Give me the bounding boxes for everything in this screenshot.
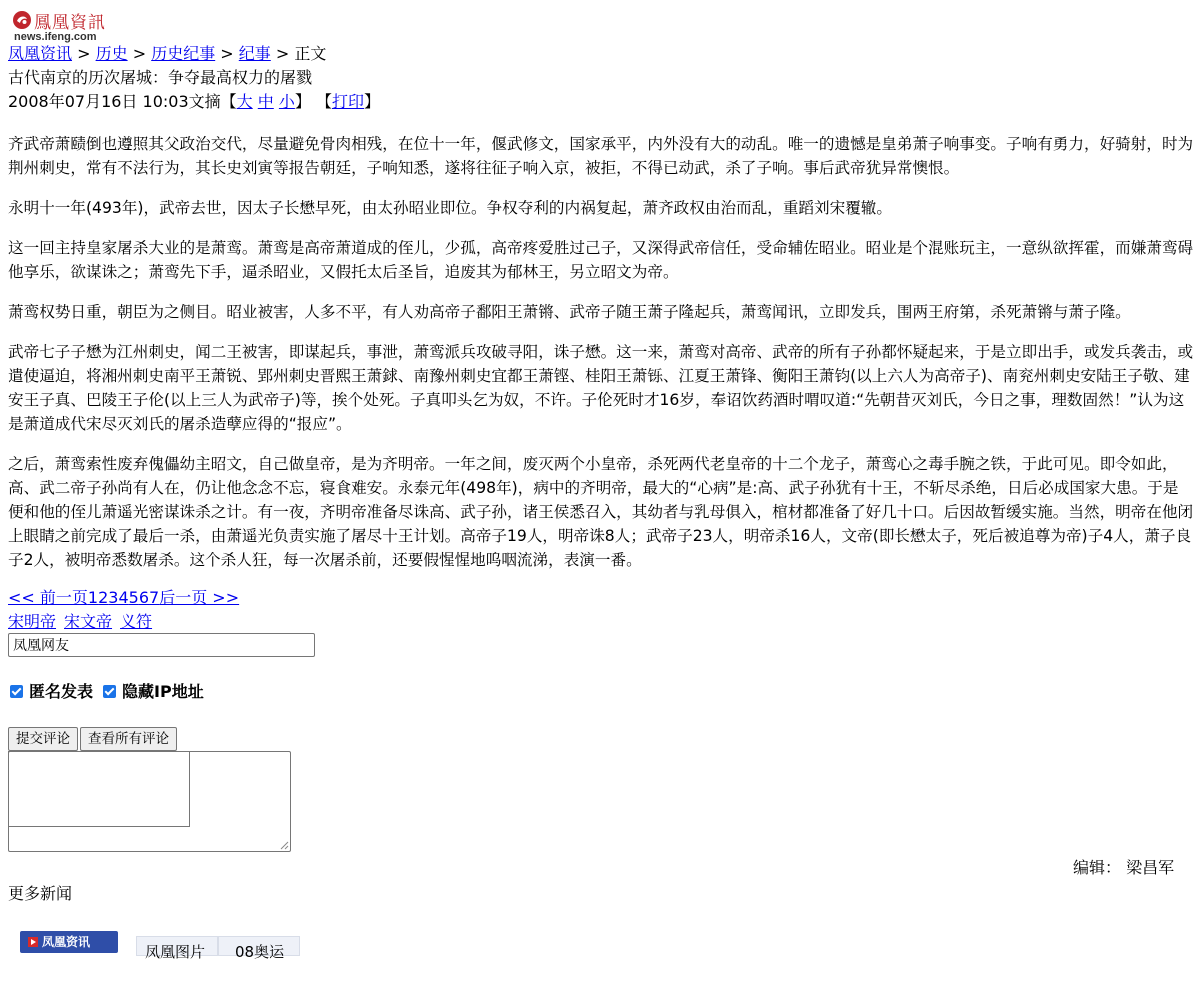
prev-page-link[interactable]: << 前一页 bbox=[8, 588, 88, 607]
view-all-comments-button[interactable]: 查看所有评论 bbox=[80, 727, 177, 751]
print-link[interactable]: 打印 bbox=[332, 92, 365, 111]
page-link-5[interactable]: 5 bbox=[128, 588, 139, 607]
tag-link[interactable]: 义符 bbox=[120, 612, 153, 631]
tag-link[interactable]: 宋文帝 bbox=[64, 612, 113, 631]
article-paragraph: 这一回主持皇家屠杀大业的是萧鸾。萧鸾是高帝萧道成的侄儿，少孤，高帝疼爱胜过己子，又深得武帝信任，受命辅佐昭业。昭业是个混账玩主，一意纵欲挥霍，而嫌萧鸾碍他享乐，欲谋诛之；萧鸾先下手，逼杀昭业，又假托太后圣旨，追废其为郁林王，另立昭文为帝。 bbox=[8, 239, 1194, 281]
font-medium-link[interactable]: 中 bbox=[257, 92, 274, 111]
page-link-3[interactable]: 3 bbox=[108, 588, 119, 607]
breadcrumb-sep: > bbox=[215, 44, 239, 63]
font-small-link[interactable]: 小 bbox=[278, 92, 295, 111]
editor-credit: 编辑： 梁昌军 bbox=[1073, 858, 1175, 877]
page-link-2[interactable]: 2 bbox=[98, 588, 109, 607]
breadcrumb-current: 正文 bbox=[294, 44, 327, 63]
breadcrumb-sep: > bbox=[127, 44, 152, 63]
ifeng-logo[interactable] bbox=[12, 8, 122, 43]
anonymous-label: 匿名发表 bbox=[29, 682, 94, 701]
page-link-4[interactable]: 4 bbox=[118, 588, 129, 607]
phoenix-logo-icon bbox=[12, 10, 32, 30]
article-paragraph: 齐武帝萧赜倒也遵照其父政治交代，尽量避免骨肉相残，在位十一年，偃武修文，国家承平，内外没有大的动乱。唯一的遗憾是皇弟萧子响事变。子响有勇力，好骑射，时为荆州刺史，常有不法行为，其长史刘寅等报告朝廷，子响知悉，遂将往征子响入京，被拒，不得已动武，杀了子响。事后武帝犹异常懊恨。 bbox=[8, 135, 1194, 177]
print-bracket-open: 【 bbox=[310, 92, 333, 111]
article-paragraph: 武帝七子子懋为江州刺史，闻二王被害，即谋起兵，事泄，萧鸾派兵攻破寻阳，诛子懋。这一来，萧鸾对高帝、武帝的所有子孙都怀疑起来，于是立即出手，或发兵袭击，或遣使逼迫，将湘州刺史南平王萧锐、郢州刺史晋熙王萧銶、南豫州刺史宜都王萧铿、桂阳王萧铄、江夏王萧锋、衡阳王萧钧(以上六人为高帝子)、南兖州刺史安陆王子敬、建安王子真、巴陵王子伦(以上三人为武帝子)等，挨个处死。子真叩头乞为奴，不许。子伦死时才16岁，奉诏饮药酒时喟叹道:“先朝昔灭刘氏，今日之事，理数固然！”认为这是萧道成代宋尽灭刘氏的屠杀造孽应得的“报应”。 bbox=[8, 343, 1194, 433]
next-page-link[interactable]: 后一页 >> bbox=[159, 588, 240, 607]
article-date: 2008年07月16日 10:03 bbox=[8, 92, 189, 111]
play-arrow-icon bbox=[28, 937, 38, 947]
pagination bbox=[8, 588, 239, 608]
article-paragraph: 之后，萧鸾索性废弃傀儡幼主昭文，自己做皇帝，是为齐明帝。一年之间，废灭两个小皇帝，杀死两代老皇帝的十二个龙子，萧鸾心之毒手腕之铁，于此可见。即令如此，高、武二帝子孙尚有人在，仍让他念念不忘，寝食难安。永泰元年(498年)，病中的齐明帝，最大的“心病”是:高、武子孙犹有十王，不斩尽杀绝，日后必成国家大患。于是便和他的侄儿萧遥光密谋诛杀之计。有一夜，齐明帝准备尽诛高、武子孙，诸王侯悉召入，其幼者与乳母俱入，棺材都准备了好几十口。后因故暂缓实施。当然，明帝在他闭上眼睛之前完成了最后一杀，由萧遥光负责实施了屠尽十王计划。高帝子19人，明帝诛8人；武帝子23人，明帝杀16人，文帝(即长懋太子，死后被追尊为帝)子4人，萧子良子2人，被明帝悉数屠杀。这个杀人狂，每一次屠杀前，还要假惺惺地呜咽流涕，表演一番。 bbox=[8, 455, 1194, 569]
breadcrumb-item-events[interactable]: 纪事 bbox=[238, 44, 271, 63]
article-paragraph: 萧鸾权势日重，朝臣为之侧目。昭业被害，人多不平，有人劝高帝子鄱阳王萧锵、武帝子随王萧子隆起兵，萧鸾闻讯，立即发兵，围两王府第，杀死萧锵与萧子隆。 bbox=[8, 303, 1131, 321]
hide-ip-checkbox[interactable] bbox=[103, 685, 116, 698]
font-size-bracket-open: 【 bbox=[220, 92, 237, 111]
print-bracket-close: 】 bbox=[364, 92, 381, 111]
footer-tab-label: 凤凰图片 bbox=[145, 943, 206, 961]
more-news-heading: 更多新闻 bbox=[8, 884, 73, 903]
commenter-name-input[interactable] bbox=[8, 633, 315, 657]
breadcrumb-item-history-events[interactable]: 历史纪事 bbox=[151, 44, 216, 63]
breadcrumb bbox=[8, 44, 326, 64]
article-meta bbox=[8, 92, 380, 112]
tag-link[interactable]: 宋明帝 bbox=[8, 612, 57, 631]
resize-grip-icon[interactable] bbox=[280, 841, 289, 850]
breadcrumb-sep: > bbox=[270, 44, 295, 63]
footer-tab-label: 08奥运 bbox=[235, 943, 285, 961]
comment-options bbox=[10, 682, 214, 702]
page-link-1[interactable]: 1 bbox=[87, 588, 99, 607]
font-large-link[interactable]: 大 bbox=[236, 92, 253, 111]
submit-comment-button[interactable]: 提交评论 bbox=[8, 727, 78, 751]
breadcrumb-item-home[interactable]: 凤凰资讯 bbox=[8, 44, 73, 63]
hide-ip-label: 隐藏IP地址 bbox=[122, 682, 204, 701]
logo-cn-text: 鳳凰資訊 bbox=[34, 13, 106, 33]
article-body bbox=[8, 132, 1194, 588]
footer-tab-photos[interactable] bbox=[136, 936, 218, 961]
comment-inner-box bbox=[8, 751, 190, 827]
comment-buttons bbox=[8, 727, 179, 751]
breadcrumb-item-history[interactable]: 历史 bbox=[95, 44, 128, 63]
anonymous-checkbox[interactable] bbox=[10, 685, 23, 698]
article-source: 文摘 bbox=[188, 92, 221, 111]
related-tags bbox=[8, 612, 160, 632]
page-link-7[interactable]: 7 bbox=[149, 588, 160, 607]
footer-ifeng-news-logo[interactable] bbox=[20, 931, 118, 953]
logo-domain-text: news.ifeng.com bbox=[14, 31, 97, 43]
font-size-bracket-close: 】 bbox=[294, 92, 311, 111]
current-page: 6 bbox=[138, 588, 150, 607]
article-title: 古代南京的历次屠城：争夺最高权力的屠戮 bbox=[8, 68, 313, 87]
article-paragraph: 永明十一年(493年)，武帝去世，因太子长懋早死，由太孙昭业即位。争权夺利的内祸复起，萧齐政权由治而乱，重蹈刘宋覆辙。 bbox=[8, 199, 892, 217]
footer-logo-text: 凤凰资讯 bbox=[42, 935, 91, 949]
footer-tab-olympics[interactable] bbox=[218, 936, 300, 961]
breadcrumb-sep: > bbox=[72, 44, 96, 63]
